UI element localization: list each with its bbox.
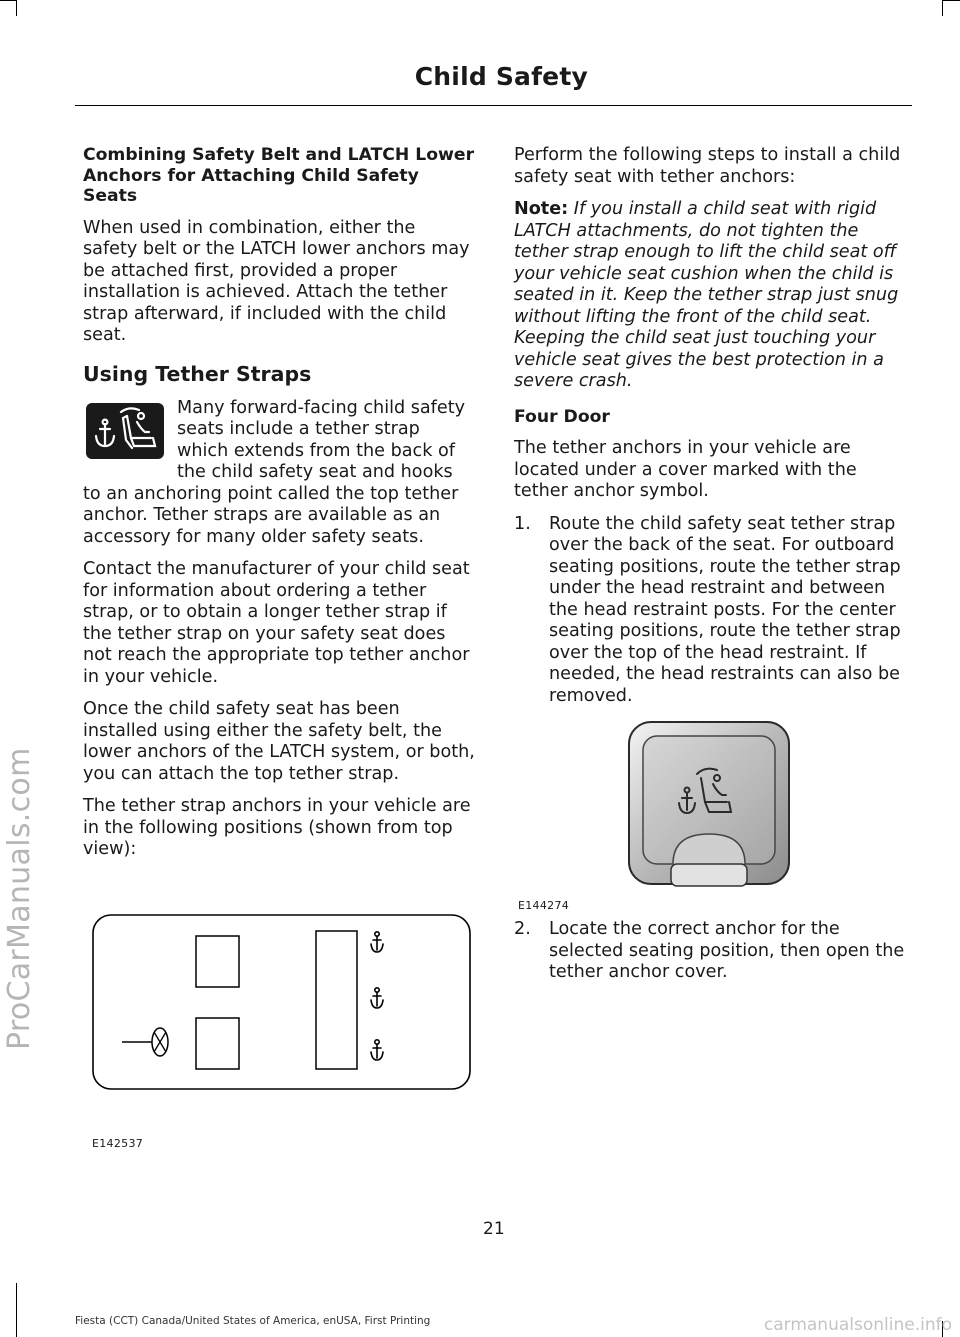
header-divider bbox=[75, 105, 912, 106]
front-seat-left bbox=[196, 1018, 239, 1069]
step-text: Locate the correct anchor for the selected seating position, then open the tether anchor cover. bbox=[549, 919, 905, 982]
tether-para-1: Many forward-facing child safety seats include a tether strap which extends from the back of the child safety seat and hooks to an anchoring point called the top tether anchor. Tether straps are available as an accessory for many older safety seats. bbox=[83, 397, 466, 547]
step-item bbox=[514, 514, 906, 708]
note bbox=[514, 199, 906, 393]
step-number: 1. bbox=[514, 513, 531, 534]
tether-para-3: Once the child safety seat has been installed using either the safety belt, the lower anchors of the LATCH system, or both, you can attach the top tether strap. bbox=[83, 699, 475, 784]
step-item bbox=[514, 919, 906, 984]
note-label: Note: bbox=[514, 199, 569, 219]
side-watermark: ProCarManuals.com bbox=[2, 747, 37, 1050]
intro-text: Perform the following steps to install a child safety seat with tether anchors: bbox=[514, 145, 901, 187]
four-door-heading: Four Door bbox=[514, 406, 610, 427]
figure-code-diagram: E142537 bbox=[92, 1137, 144, 1150]
combining-text: When used in combination, either the safety belt or the LATCH lower anchors may be attached first, provided a proper installation is achieved. Attach the tether strap afterward, if included with the child seat. bbox=[83, 217, 470, 345]
page-number: 21 bbox=[483, 1219, 505, 1239]
publication-footer: Fiesta (CCT) Canada/United States of America, enUSA, First Printing bbox=[75, 1315, 431, 1327]
combining-heading: Combining Safety Belt and LATCH Lower Anchors for Attaching Child Safety Seats bbox=[83, 145, 475, 206]
tether-anchor-diagram bbox=[92, 912, 472, 1092]
tether-anchor-cover-illustration bbox=[625, 718, 793, 890]
page-title: Child Safety bbox=[414, 62, 588, 91]
rear-bench bbox=[316, 931, 357, 1069]
tether-para-2: Contact the manufacturer of your child seat for information about ordering a tether strap, or to obtain a longer tether strap if the tether strap on your safety seat does not reach the appropriate top tether anchor in your vehicle. bbox=[83, 559, 470, 687]
note-text: If you install a child seat with rigid LATCH attachments, do not tighten the tether strap enough to lift the child seat off your vehicle seat cushion when the child is seated in it. Keep the tether strap just snug without lifting the front of the child seat. Keeping the child seat just touching your vehicle seat gives the best protection in a severe crash. bbox=[514, 199, 899, 391]
bottom-watermark: carmanualsonline.info bbox=[763, 1315, 952, 1335]
crop-mark bbox=[16, 0, 17, 16]
four-door-text: The tether anchors in your vehicle are located under a cover marked with the tether anchor symbol. bbox=[514, 438, 857, 501]
tether-heading: Using Tether Straps bbox=[83, 361, 312, 386]
crop-mark bbox=[0, 0, 16, 1]
crop-mark bbox=[943, 0, 960, 1]
step-number: 2. bbox=[514, 919, 531, 939]
crop-mark bbox=[16, 1283, 17, 1337]
step-text: Route the child safety seat tether strap over the back of the seat. For outboard seating positions, route the tether strap under the head restraint and between the head restraint posts. For the center seating positions, route the tether strap over the top of the head restraint. If needed, the head restraints can also be removed. bbox=[549, 513, 901, 706]
child-seat-anchor-icon bbox=[85, 402, 165, 460]
crop-mark bbox=[942, 0, 943, 16]
tether-para-4: The tether strap anchors in your vehicle are in the following positions (shown from top view): bbox=[83, 796, 471, 859]
left-column bbox=[83, 145, 475, 872]
front-seat-right bbox=[196, 936, 239, 987]
figure-code-cover: E144274 bbox=[518, 899, 570, 912]
